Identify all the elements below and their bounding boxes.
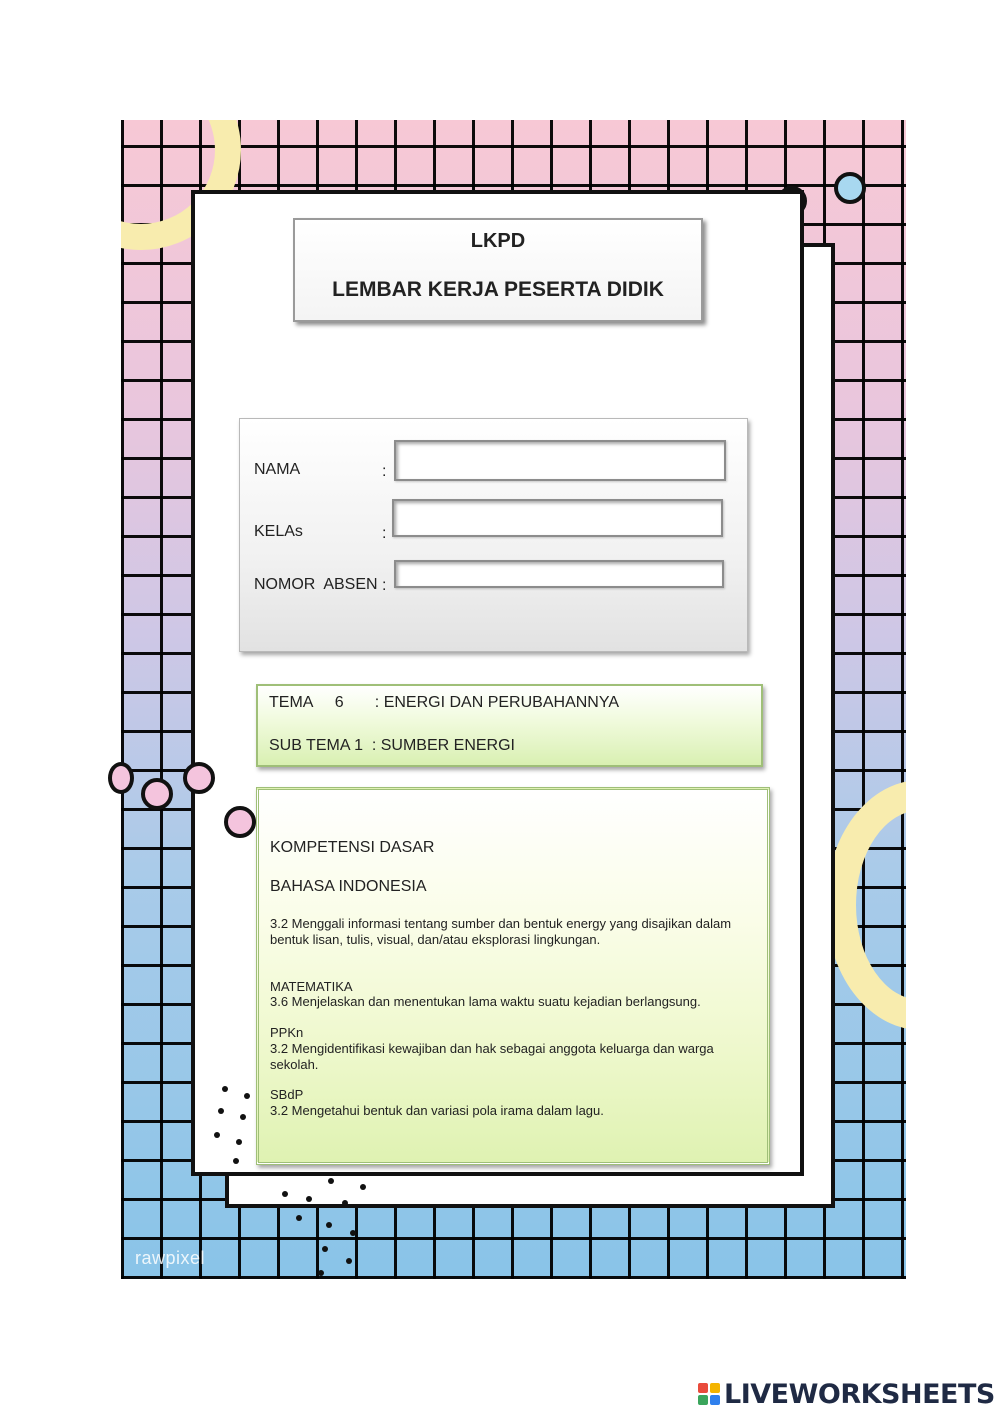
subject-indonesian: BAHASA INDONESIA (270, 878, 427, 895)
speck-decoration (233, 1158, 239, 1164)
absence-number-label: NOMOR ABSEN (254, 576, 378, 593)
speck-decoration (318, 1270, 324, 1276)
class-input[interactable] (392, 499, 723, 537)
speck-decoration (350, 1230, 356, 1236)
name-label: NAMA (254, 461, 301, 478)
competency-heading: KOMPETENSI DASAR (270, 839, 435, 856)
circle-decoration (224, 806, 256, 838)
competency-sbdp: 3.2 Mengetahui bentuk dan variasi pola irama dalam lagu. (270, 1103, 604, 1118)
circle-decoration (834, 172, 866, 204)
title-box (293, 218, 703, 322)
name-input[interactable] (394, 440, 726, 481)
speck-decoration (236, 1139, 242, 1145)
liveworksheets-logo (698, 1376, 995, 1412)
speck-decoration (326, 1222, 332, 1228)
competency-ppkn: 3.2 Mengidentifikasi kewajiban dan hak sebagai anggota keluarga dan warga sekolah. (270, 1041, 714, 1072)
speck-decoration (282, 1191, 288, 1197)
page-subtitle: LEMBAR KERJA PESERTA DIDIK (332, 278, 664, 301)
speck-decoration (306, 1196, 312, 1202)
liveworksheets-mark-icon (698, 1383, 720, 1405)
speck-decoration (322, 1246, 328, 1252)
circle-decoration (108, 762, 134, 794)
subject-math: MATEMATIKA (270, 979, 353, 994)
speck-decoration (342, 1200, 348, 1206)
page-title: LKPD (470, 230, 526, 252)
circle-decoration (183, 762, 215, 794)
speck-decoration (214, 1132, 220, 1138)
speck-decoration (328, 1178, 334, 1184)
class-colon: : (382, 525, 387, 542)
absence-number-input[interactable] (394, 560, 724, 588)
speck-decoration (360, 1184, 366, 1190)
speck-decoration (346, 1258, 352, 1264)
competency-math: 3.6 Menjelaskan dan menentukan lama waktu suatu kejadian berlangsung. (270, 994, 701, 1009)
yellow-ring-decoration (826, 780, 906, 1030)
speck-decoration (222, 1086, 228, 1092)
subtheme-line: SUB TEMA 1 : SUMBER ENERGI (269, 737, 515, 754)
student-identity-box (239, 418, 748, 652)
subject-sbdp: SBdP (270, 1087, 304, 1102)
speck-decoration (240, 1114, 246, 1120)
speck-decoration (244, 1093, 250, 1099)
brand-name: LIVEWORKSHEETS (724, 1378, 995, 1410)
theme-box (256, 684, 763, 767)
theme-line: TEMA 6 : ENERGI DAN PERUBAHANNYA (269, 694, 619, 711)
basic-competency-box (256, 787, 770, 1165)
name-colon: : (382, 463, 387, 480)
watermark: rawpixel (135, 1248, 206, 1268)
class-label: KELAs (254, 523, 303, 540)
circle-decoration (141, 778, 173, 810)
speck-decoration (296, 1215, 302, 1221)
absence-number-colon: : (382, 577, 387, 594)
subject-ppkn: PPKn (270, 1025, 304, 1040)
competency-indonesian: 3.2 Menggali informasi tentang sumber dan bentuk energy yang disajikan dalam bentuk lisan, tulis, visual, dan/atau eksplorasi lingkungan. (270, 916, 732, 947)
speck-decoration (218, 1108, 224, 1114)
